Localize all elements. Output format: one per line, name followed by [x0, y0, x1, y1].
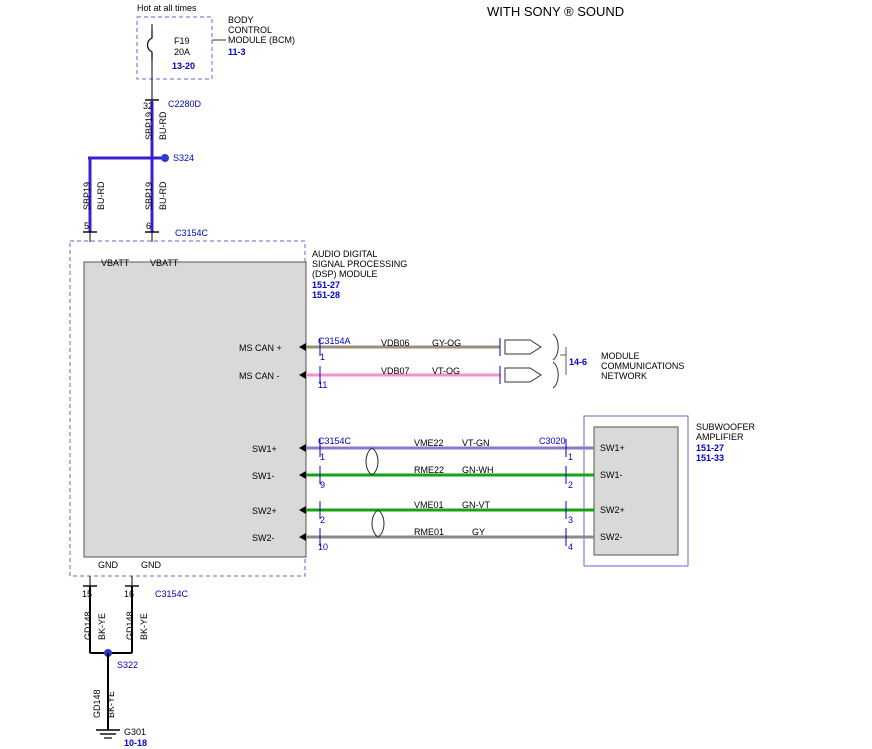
splice-s322-label[interactable]: S322	[117, 660, 139, 670]
dsp-ref1-label[interactable]: 151-27	[312, 280, 341, 290]
pin-15-label: 15	[82, 589, 93, 599]
ground-circuit-left-label: GD148	[83, 611, 93, 640]
dsp-ref2-label[interactable]: 151-28	[312, 290, 341, 300]
pin-32-label: 32	[143, 101, 154, 111]
amp-ref2-label[interactable]: 151-33	[696, 453, 725, 463]
sub-pin-right-4: 4	[568, 542, 574, 552]
network-ref-label[interactable]: 14-6	[569, 357, 588, 367]
sub-pin-left-1: 1	[320, 452, 326, 462]
can-pin-1: 1	[320, 352, 326, 362]
sub-pin-right-3: 3	[568, 515, 574, 525]
can-arrow-2	[505, 368, 541, 382]
splice-s324-label[interactable]: S324	[173, 153, 195, 163]
dsp-pin-sw1-plus: SW1+	[252, 444, 277, 454]
ground-circuit-bottom-label: GD148	[92, 689, 102, 718]
dsp-pin-mscan-minus: MS CAN -	[239, 371, 280, 381]
connector-c2280d-label[interactable]: C2280D	[168, 99, 202, 109]
can-circuit-vdb07: VDB07	[381, 366, 410, 376]
dsp-label-line1: AUDIO DIGITAL	[312, 249, 378, 259]
sub-pin-left-2: 2	[320, 515, 326, 525]
sub-pin-left-10: 10	[318, 542, 329, 552]
network-label-line2: COMMUNICATIONS	[601, 361, 685, 371]
dsp-pin-sw2-plus: SW2+	[252, 506, 277, 516]
color-burd-right-label: BU-RD	[158, 181, 168, 210]
hot-at-all-times-label: Hot at all times	[137, 3, 197, 13]
fuse-symbol	[148, 30, 153, 60]
bcm-label-line3: MODULE (BCM)	[228, 35, 295, 45]
color-burd-left-label: BU-RD	[96, 181, 106, 210]
dsp-pin-mscan-plus: MS CAN +	[239, 343, 282, 353]
amp-pin-sw1-minus: SW1-	[600, 470, 623, 480]
can-pin-11: 11	[318, 380, 328, 390]
dsp-pin-gnd-2: GND	[141, 560, 161, 570]
ground-color-left-label: BK-YE	[97, 612, 107, 640]
page-title: WITH SONY ® SOUND	[487, 4, 625, 19]
sub-pin-right-1: 1	[568, 452, 574, 462]
sub-circuit-vme22: VME22	[414, 438, 444, 448]
sub-color-gnvt: GN-VT	[462, 500, 490, 510]
dsp-pin-sw1-minus: SW1-	[252, 471, 275, 481]
ground-color-bottom-label: BK-YE	[106, 690, 116, 718]
dsp-pin-gnd-1: GND	[98, 560, 118, 570]
splice-dot-s324	[161, 154, 169, 162]
amp-pin-sw2-plus: SW2+	[600, 505, 625, 515]
circuit-sbp19-right-label: SBP19	[144, 181, 154, 210]
connector-c3154c-top-label[interactable]: C3154C	[175, 228, 209, 238]
amp-ref1-label[interactable]: 151-27	[696, 443, 725, 453]
sub-circuit-rme01: RME01	[414, 527, 445, 537]
sub-pin-left-9: 9	[320, 480, 326, 490]
can-color-gyog: GY-OG	[432, 338, 462, 348]
ground-color-right-label: BK-YE	[139, 612, 149, 640]
pin-5-label: 5	[84, 221, 90, 231]
sub-circuit-vme01: VME01	[414, 500, 444, 510]
connector-c3154a-label[interactable]: C3154A	[318, 336, 351, 346]
connector-c3154c-gnd-label[interactable]: C3154C	[155, 589, 189, 599]
dsp-pin-vbatt-1: VBATT	[101, 258, 130, 268]
fuse-id-label: F19	[174, 36, 190, 46]
amp-label-line2: AMPLIFIER	[696, 432, 744, 442]
fuse-ref-label[interactable]: 13-20	[172, 61, 196, 71]
ground-circuit-right-label: GD148	[125, 611, 135, 640]
network-label-line1: MODULE	[601, 351, 640, 361]
twisted-pair-marker-2	[378, 510, 384, 537]
sub-color-gnwh: GN-WH	[462, 465, 494, 475]
sub-pin-right-2: 2	[568, 480, 574, 490]
dsp-label-line3: (DSP) MODULE	[312, 269, 378, 279]
amp-pin-sw2-minus: SW2-	[600, 532, 623, 542]
pin-16-label: 16	[124, 589, 135, 599]
dsp-pin-vbatt-2: VBATT	[150, 258, 179, 268]
dsp-pin-sw2-minus: SW2-	[252, 533, 275, 543]
network-label-line3: NETWORK	[601, 371, 647, 381]
amp-label-line1: SUBWOOFER	[696, 422, 756, 432]
ground-ref-label[interactable]: 10-18	[124, 738, 148, 748]
can-color-vtog: VT-OG	[432, 366, 461, 376]
can-arrow-1	[505, 340, 541, 354]
ground-g301-label[interactable]: G301	[124, 727, 147, 737]
dsp-label-line2: SIGNAL PROCESSING	[312, 259, 408, 269]
circuit-sbp19-top-label: SBP19	[144, 111, 154, 140]
color-burd-top-label: BU-RD	[158, 111, 168, 140]
circuit-sbp19-left-label: SBP19	[82, 181, 92, 210]
connector-c3020-label[interactable]: C3020	[539, 436, 566, 446]
sub-color-vtgn: VT-GN	[462, 438, 490, 448]
bcm-ref-label[interactable]: 11-3	[228, 47, 246, 57]
can-circuit-vdb06: VDB06	[381, 338, 410, 348]
connector-c3154c-mid-label[interactable]: C3154C	[318, 436, 352, 446]
bcm-label-line1: BODY	[228, 15, 254, 25]
pin-6-label: 6	[146, 221, 152, 231]
twisted-pair-marker-1	[372, 448, 378, 475]
sub-circuit-rme22: RME22	[414, 465, 445, 475]
fuse-rating-label: 20A	[174, 47, 191, 57]
sub-color-gy: GY	[472, 527, 486, 537]
bcm-label-line2: CONTROL	[228, 25, 273, 35]
amp-pin-sw1-plus: SW1+	[600, 443, 625, 453]
